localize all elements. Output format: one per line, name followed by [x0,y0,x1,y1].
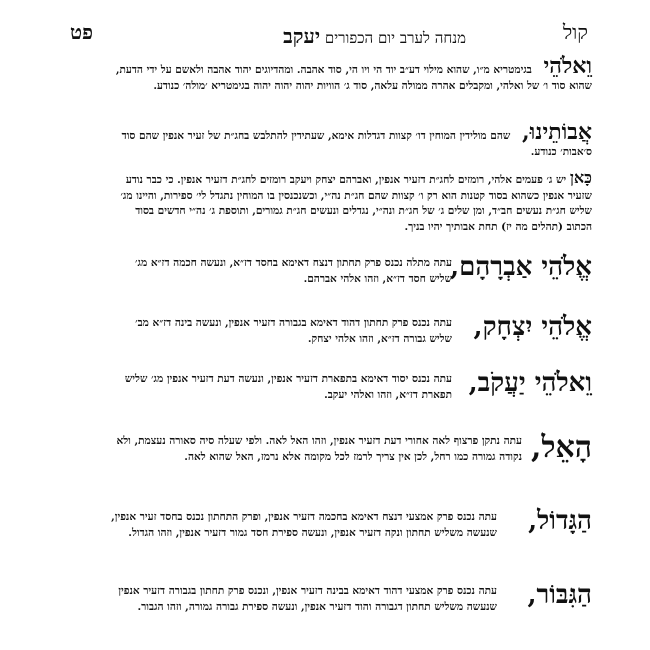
entry-8-body: עתה נכנס פרק אמצעי דנצח דאימא בחכמה דזעיר אנפין, ופרק התחתון נכנס בחסד זעיר אנפין, שנעשה משליש תחתון ונקה דזעיר אנפין, ונעשה ספירת חסד גמור דזעיר אנפין, וזהו הגדול. [111,511,497,539]
entry-8 [110,506,592,576]
header-title [283,24,466,49]
entry-1-text [110,53,592,94]
entry-6-lead: וֵאלֹהֵי יַעֲקֹב, [468,368,592,398]
entry-2 [110,119,592,160]
entry-6 [110,368,592,418]
entry-4-body: עתה מתלה נכנס פרק תחתון דנצח דאימא בחסד דז״א, ונעשה חכמה דז״א מג׳ שליש חסד דז״א, וזהו אלהי אברהם. [135,257,452,285]
entry-3-lead: כָּאן [569,168,592,187]
header-title-big: יעקב [283,24,321,48]
entry-2-text [110,119,592,160]
entry-7-lead: הָאֵל, [531,430,592,465]
entry-4 [110,252,592,302]
entry-1-body: בגימטריא מ״ו, שהוא מילוי דע״ב יוד הי ויו הי, סוד אהבה. ומהדיוגים יהוד אהבה ולאשם על ידי הדעת, שהוא סוד ו׳ של ואלהי, ומקבלים אהרה ממולה עלאה, סוד ג׳ הוויות יהוה יהוה יהוה בגימטריא ׳מולה׳ כנודע. [115,64,592,92]
entry-1 [110,53,592,94]
entry-2-lead: אֲבוֹתֵינוּ, [522,119,592,145]
entry-8-lead: הַגָּדוֹל, [528,506,592,536]
entry-7-body: עתה נתקן פרצוף לאה אחורי דעת דזעיר אנפין, וזהו האל לאה. ולפי שעלה סיה סאורה נעצמת, ולא נקודה גמורה כמו רחל, לכן אין צריך לרמז לכל מקומה אלא נרמז, האל שהוא לאה. [116,435,522,463]
entry-5-body: עתה נכנס פרק תחתון דהוד דאימא בגבורה דזעיר אנפין, ונעשה בינה דז״א מב׳ שליש גבורה דז״א, וזהו אלהי יצחק. [135,317,452,345]
entry-9-lead: הַגִּבּוֹר, [527,580,592,610]
entry-6-body: עתה נכנס יסוד דאימא בתפארת דזעיר אנפין, ונעשה דעת דזעיר אנפין מג׳ שליש תפארת דז״א, וזהו ואלהי יעקב. [124,373,452,401]
entry-9-body: עתה נכנס פרק אמצעי דהוד דאימא בבינה דזעיר אנפין, ונכנס פרק תחתון בגבורה דזעיר אנפין שנעשה משליש תחתון דגבורה והוד דזעיר אנפין, ונעשה ספירת גבורה גמורה, וזהו הגבור. [118,585,497,613]
header-title-text: מנחה לערב יום הכפורים [324,29,466,47]
entry-1-lead: וֵאלֹהֵי [543,53,592,79]
entry-4-lead: אֱלֹהֵי אַבְרָהָם, [450,252,592,282]
entry-3-body: יש ג׳ פעמים אלהי, רומזים לחג״ת דזעיר אנפין, ואברהם יצחק ויעקב רומזים לחג״ת דזעיר אנפין. כי כבר נודע שזעיר אנפין כשהוא בסוד קטנות הוא רק ו׳ קצוות שהם חג״ת נה״י, וכשנכנסין בו המוחין נתגדל לי׳ ספירות, והיינו מג׳ שליש חג״ת נעשים חב״ד, ומן שלים ג׳ של חג״ת ונה״י, נגדלים ונעשים חג״ת גמורים, ותוספת ג׳ נה״י חדשים בסוד הכתוב (תהלים מה יז) תחת אבותיך יהיו בניך. [120,174,592,233]
page-number: פט [70,20,93,44]
entry-5 [110,312,592,362]
header-kol: קול [562,20,588,44]
entry-5-lead: אֱלֹהֵי יִצְחָק, [473,312,592,342]
entry-2-body: שהם מולידין המוחין דו׳ קצוות דגדלות אימא, שעתידין להתלבש בחג״ת של זעיר אנפין שהם סוד ס׳אבות׳ כנודע. [121,130,592,158]
entry-3-text [110,170,592,235]
entry-9 [110,580,592,644]
running-header [70,20,588,46]
entry-3 [110,170,592,235]
entry-7 [110,430,592,500]
